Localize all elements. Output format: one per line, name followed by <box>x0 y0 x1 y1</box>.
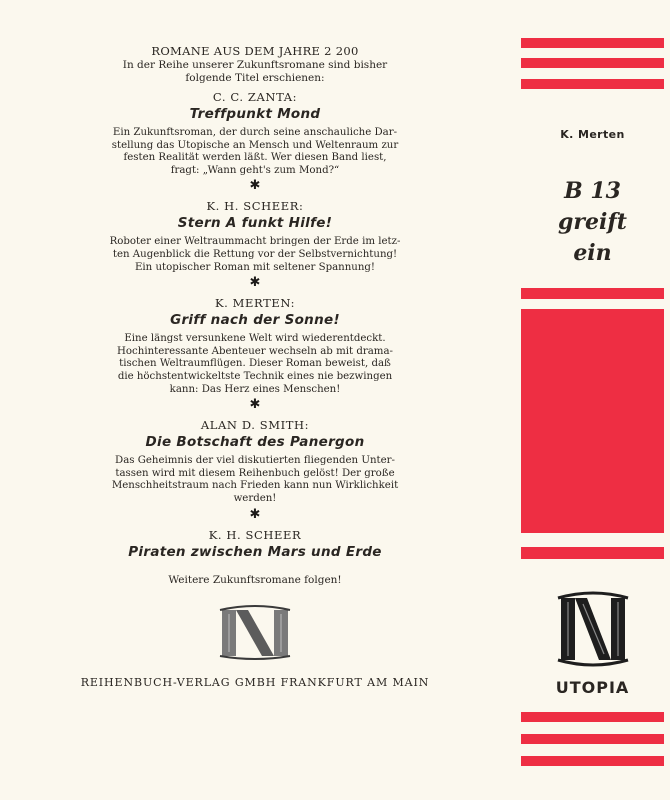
spine-title-line: greift <box>558 209 627 235</box>
spine-title-line: ein <box>573 240 612 266</box>
description-line: Ein utopischer Roman mit seltener Spannung! <box>134 261 376 273</box>
spine-stripe <box>521 38 664 48</box>
star-separator: ✱ <box>249 275 261 291</box>
book-title: Stern A funkt Hilfe! <box>177 215 333 232</box>
book-title: Treffpunkt Mond <box>189 106 321 122</box>
description-line: tischen Weltraumflügen. Dieser Roman beweist, daß <box>119 358 391 370</box>
description-line: die höchstentwickeltste Technik eines nie bezwingen <box>117 370 393 382</box>
book-description <box>40 333 470 396</box>
book-title: Griff nach der Sonne! <box>170 312 340 329</box>
spine-title-line: B 13 <box>564 178 621 204</box>
description-line: Roboter einer Weltraummacht bringen der Erde im letz- <box>109 236 401 248</box>
book-title: Die Botschaft des Panergon <box>145 434 365 451</box>
spine-stripe <box>521 288 664 299</box>
book-author: ALAN D. SMITH: <box>200 418 310 433</box>
star-separator: ✱ <box>249 178 261 194</box>
spine-stripe <box>521 547 664 559</box>
description-line: Das Geheimnis der viel diskutierten fliegenden Unter- <box>115 455 395 467</box>
book-author: K. H. SCHEER <box>208 527 302 542</box>
spine-red-panel <box>521 309 664 533</box>
description-line: tassen wird mit diesem Reihenbuch gelöst! Der große <box>115 467 395 479</box>
spine-stripe <box>521 756 664 766</box>
star-separator: ✱ <box>249 506 261 522</box>
description-line: werden! <box>233 492 277 504</box>
book-author: K. MERTEN: <box>214 296 296 311</box>
publisher-imprint: REIHENBUCH-VERLAG GMBH FRANKFURT AM MAIN <box>80 675 430 689</box>
intro-line: In der Reihe unserer Zukunftsromane sind bisher <box>122 59 388 71</box>
spine-stripe <box>521 58 664 68</box>
description-line: stellung das Utopische an Mensch und Weltenraum zur <box>111 139 399 151</box>
spine-stripe <box>521 79 664 89</box>
spine-title <box>521 176 664 269</box>
description-line: ten Augenblick die Rettung vor der Selbstvernichtung! <box>112 248 398 260</box>
book-author: K. H. SCHEER: <box>206 199 304 214</box>
description-line: festen Realität werden läßt. Wer diesen Band liest, <box>123 152 387 164</box>
back-cover <box>40 44 470 689</box>
description-line: Menschheitstraum nach Frieden kann nun Wirklichkeit <box>111 480 399 492</box>
utopia-logo-icon <box>557 588 629 672</box>
description-line: Hochinteressante Abenteuer wechseln ab mit drama- <box>117 345 393 357</box>
series-heading: ROMANE AUS DEM JAHRE 2 200 <box>151 44 359 58</box>
description-line: Ein Zukunftsroman, der durch seine anschauliche Dar- <box>112 127 398 138</box>
intro-text <box>40 59 470 84</box>
spine-author: K. Merten <box>560 128 625 141</box>
description-line: kann: Das Herz eines Menschen! <box>169 383 341 395</box>
star-separator: ✱ <box>249 397 261 413</box>
description-line: fragt: „Wann geht's zum Mond?“ <box>170 164 340 176</box>
intro-line: folgende Titel erschienen: <box>185 71 325 84</box>
book-spine <box>521 0 664 800</box>
book-description <box>40 455 470 505</box>
book-title: Piraten zwischen Mars und Erde <box>128 543 382 560</box>
more-novels-note: Weitere Zukunftsromane folgen! <box>168 573 342 586</box>
book-description <box>40 127 470 177</box>
publisher-logo-icon <box>218 604 292 660</box>
book-author: C. C. ZANTA: <box>212 90 298 104</box>
description-line: Eine längst versunkene Welt wird wiederentdeckt. <box>124 333 386 345</box>
spine-stripe <box>521 712 664 722</box>
spine-stripe <box>521 734 664 744</box>
utopia-brand: UTOPIA <box>555 678 630 697</box>
book-description <box>40 236 470 274</box>
